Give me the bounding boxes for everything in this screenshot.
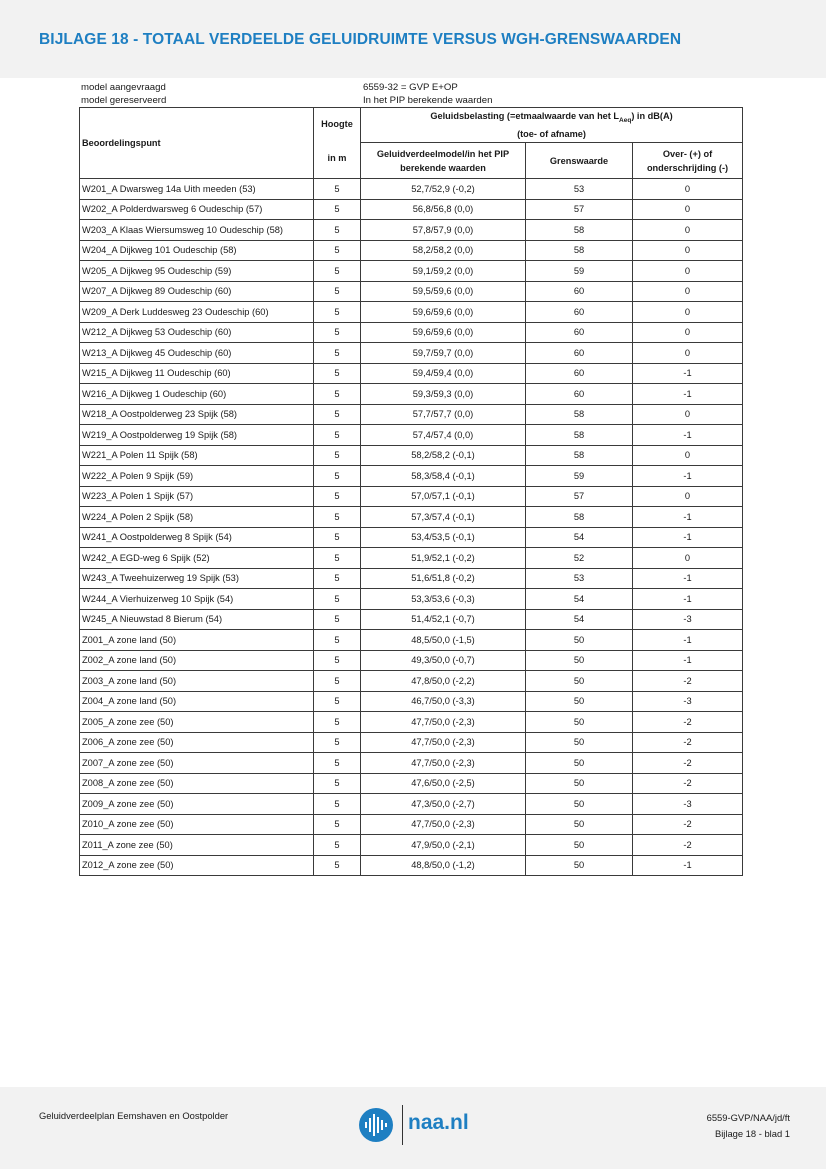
cell-height: 5 bbox=[314, 712, 361, 733]
cell-limit: 50 bbox=[526, 794, 633, 815]
table-row bbox=[80, 691, 743, 712]
cell-model-value: 47,7/50,0 (-2,3) bbox=[361, 732, 526, 753]
group-header-subscript: Aeq bbox=[619, 116, 632, 124]
cell-point: Z004_A zone land (50) bbox=[80, 691, 314, 712]
cell-limit: 60 bbox=[526, 302, 633, 323]
cell-height: 5 bbox=[314, 568, 361, 589]
cell-height: 5 bbox=[314, 773, 361, 794]
meta-label: model gereserveerd bbox=[81, 95, 167, 106]
table-row bbox=[80, 404, 743, 425]
col-header-limit: Grenswaarde bbox=[526, 143, 633, 179]
cell-model-value: 59,7/59,7 (0,0) bbox=[361, 343, 526, 364]
cell-limit: 50 bbox=[526, 671, 633, 692]
cell-height: 5 bbox=[314, 486, 361, 507]
cell-limit: 57 bbox=[526, 199, 633, 220]
cell-height: 5 bbox=[314, 199, 361, 220]
cell-height: 5 bbox=[314, 671, 361, 692]
group-header-text: Geluidsbelasting (=etmaalwaarde van het L bbox=[430, 110, 620, 121]
table-row bbox=[80, 363, 743, 384]
table-row bbox=[80, 507, 743, 528]
cell-exceedance: 0 bbox=[633, 548, 743, 569]
table-row bbox=[80, 220, 743, 241]
cell-model-value: 59,5/59,6 (0,0) bbox=[361, 281, 526, 302]
cell-exceedance: -3 bbox=[633, 609, 743, 630]
table-row bbox=[80, 609, 743, 630]
cell-height: 5 bbox=[314, 814, 361, 835]
cell-limit: 58 bbox=[526, 425, 633, 446]
cell-exceedance: -3 bbox=[633, 691, 743, 712]
cell-exceedance: -1 bbox=[633, 425, 743, 446]
table-row bbox=[80, 384, 743, 405]
cell-point: W204_A Dijkweg 101 Oudeschip (58) bbox=[80, 240, 314, 261]
cell-point: Z005_A zone zee (50) bbox=[80, 712, 314, 733]
cell-limit: 58 bbox=[526, 445, 633, 466]
cell-model-value: 59,1/59,2 (0,0) bbox=[361, 261, 526, 282]
logo-divider bbox=[402, 1105, 403, 1145]
table-row bbox=[80, 835, 743, 856]
cell-exceedance: 0 bbox=[633, 343, 743, 364]
cell-exceedance: 0 bbox=[633, 281, 743, 302]
cell-exceedance: 0 bbox=[633, 302, 743, 323]
cell-exceedance: -2 bbox=[633, 712, 743, 733]
table-row bbox=[80, 179, 743, 200]
cell-point: Z007_A zone zee (50) bbox=[80, 753, 314, 774]
col-header-exceedance: Over- (+) of onderschrijding (-) bbox=[633, 143, 743, 179]
table-row bbox=[80, 343, 743, 364]
cell-height: 5 bbox=[314, 691, 361, 712]
cell-limit: 58 bbox=[526, 220, 633, 241]
cell-height: 5 bbox=[314, 609, 361, 630]
cell-limit: 58 bbox=[526, 404, 633, 425]
cell-height: 5 bbox=[314, 363, 361, 384]
cell-model-value: 59,6/59,6 (0,0) bbox=[361, 322, 526, 343]
table-row bbox=[80, 568, 743, 589]
cell-height: 5 bbox=[314, 404, 361, 425]
cell-model-value: 57,3/57,4 (-0,1) bbox=[361, 507, 526, 528]
table-row bbox=[80, 322, 743, 343]
cell-model-value: 51,6/51,8 (-0,2) bbox=[361, 568, 526, 589]
cell-limit: 54 bbox=[526, 527, 633, 548]
col-header-height-unit: in m bbox=[327, 153, 347, 163]
cell-exceedance: -2 bbox=[633, 671, 743, 692]
table-row bbox=[80, 281, 743, 302]
table-row bbox=[80, 199, 743, 220]
table-body bbox=[80, 179, 743, 876]
cell-limit: 50 bbox=[526, 691, 633, 712]
cell-model-value: 47,7/50,0 (-2,3) bbox=[361, 712, 526, 733]
footer-ref-code: 6559-GVP/NAA/jd/ft bbox=[706, 1112, 790, 1123]
cell-model-value: 57,8/57,9 (0,0) bbox=[361, 220, 526, 241]
cell-point: W205_A Dijkweg 95 Oudeschip (59) bbox=[80, 261, 314, 282]
cell-limit: 50 bbox=[526, 712, 633, 733]
meta-label: model aangevraagd bbox=[81, 82, 166, 93]
cell-point: W215_A Dijkweg 11 Oudeschip (60) bbox=[80, 363, 314, 384]
cell-limit: 50 bbox=[526, 650, 633, 671]
meta-row-reserved bbox=[81, 94, 741, 107]
cell-model-value: 53,4/53,5 (-0,1) bbox=[361, 527, 526, 548]
cell-height: 5 bbox=[314, 835, 361, 856]
cell-model-value: 58,2/58,2 (-0,1) bbox=[361, 445, 526, 466]
cell-point: W201_A Dwarsweg 14a Uith meeden (53) bbox=[80, 179, 314, 200]
cell-model-value: 51,9/52,1 (-0,2) bbox=[361, 548, 526, 569]
cell-point: Z006_A zone zee (50) bbox=[80, 732, 314, 753]
cell-limit: 60 bbox=[526, 384, 633, 405]
cell-model-value: 47,6/50,0 (-2,5) bbox=[361, 773, 526, 794]
cell-height: 5 bbox=[314, 794, 361, 815]
cell-height: 5 bbox=[314, 589, 361, 610]
cell-height: 5 bbox=[314, 855, 361, 876]
cell-limit: 54 bbox=[526, 609, 633, 630]
cell-point: W213_A Dijkweg 45 Oudeschip (60) bbox=[80, 343, 314, 364]
footer-reference bbox=[707, 1110, 790, 1142]
cell-exceedance: 0 bbox=[633, 220, 743, 241]
cell-limit: 58 bbox=[526, 507, 633, 528]
footer-project-name: Geluidverdeelplan Eemshaven en Oostpolder bbox=[39, 1110, 229, 1121]
cell-model-value: 47,8/50,0 (-2,2) bbox=[361, 671, 526, 692]
cell-exceedance: -1 bbox=[633, 466, 743, 487]
cell-model-value: 52,7/52,9 (-0,2) bbox=[361, 179, 526, 200]
table-row bbox=[80, 486, 743, 507]
table-row bbox=[80, 589, 743, 610]
cell-point: Z012_A zone zee (50) bbox=[80, 855, 314, 876]
cell-exceedance: 0 bbox=[633, 445, 743, 466]
cell-point: W219_A Oostpolderweg 19 Spijk (58) bbox=[80, 425, 314, 446]
cell-limit: 50 bbox=[526, 835, 633, 856]
table-row bbox=[80, 425, 743, 446]
cell-exceedance: -2 bbox=[633, 814, 743, 835]
cell-point: W209_A Derk Luddesweg 23 Oudeschip (60) bbox=[80, 302, 314, 323]
cell-exceedance: 0 bbox=[633, 322, 743, 343]
cell-height: 5 bbox=[314, 281, 361, 302]
cell-exceedance: -1 bbox=[633, 384, 743, 405]
table-row bbox=[80, 794, 743, 815]
cell-exceedance: 0 bbox=[633, 486, 743, 507]
cell-model-value: 58,3/58,4 (-0,1) bbox=[361, 466, 526, 487]
table-row bbox=[80, 855, 743, 876]
col-header-point: Beoordelingspunt bbox=[80, 108, 314, 179]
cell-height: 5 bbox=[314, 507, 361, 528]
cell-model-value: 59,4/59,4 (0,0) bbox=[361, 363, 526, 384]
cell-exceedance: -2 bbox=[633, 835, 743, 856]
cell-exceedance: 0 bbox=[633, 179, 743, 200]
cell-model-value: 47,7/50,0 (-2,3) bbox=[361, 753, 526, 774]
cell-height: 5 bbox=[314, 732, 361, 753]
table-row bbox=[80, 630, 743, 651]
col-header-height bbox=[314, 108, 361, 179]
cell-height: 5 bbox=[314, 220, 361, 241]
cell-exceedance: -2 bbox=[633, 732, 743, 753]
cell-point: W242_A EGD-weg 6 Spijk (52) bbox=[80, 548, 314, 569]
cell-exceedance: -1 bbox=[633, 507, 743, 528]
cell-limit: 59 bbox=[526, 261, 633, 282]
cell-model-value: 49,3/50,0 (-0,7) bbox=[361, 650, 526, 671]
cell-height: 5 bbox=[314, 384, 361, 405]
cell-limit: 50 bbox=[526, 732, 633, 753]
table-row bbox=[80, 548, 743, 569]
cell-limit: 57 bbox=[526, 486, 633, 507]
cell-model-value: 56,8/56,8 (0,0) bbox=[361, 199, 526, 220]
table-row bbox=[80, 671, 743, 692]
model-info bbox=[81, 81, 741, 107]
cell-height: 5 bbox=[314, 343, 361, 364]
cell-exceedance: 0 bbox=[633, 261, 743, 282]
cell-model-value: 47,7/50,0 (-2,3) bbox=[361, 814, 526, 835]
table-row bbox=[80, 773, 743, 794]
cell-point: Z010_A zone zee (50) bbox=[80, 814, 314, 835]
cell-exceedance: -2 bbox=[633, 773, 743, 794]
cell-model-value: 58,2/58,2 (0,0) bbox=[361, 240, 526, 261]
cell-height: 5 bbox=[314, 322, 361, 343]
cell-limit: 50 bbox=[526, 630, 633, 651]
cell-exceedance: -1 bbox=[633, 363, 743, 384]
table-row bbox=[80, 466, 743, 487]
cell-limit: 53 bbox=[526, 568, 633, 589]
cell-model-value: 48,5/50,0 (-1,5) bbox=[361, 630, 526, 651]
cell-point: W203_A Klaas Wiersumsweg 10 Oudeschip (58) bbox=[80, 220, 314, 241]
cell-model-value: 57,0/57,1 (-0,1) bbox=[361, 486, 526, 507]
cell-model-value: 47,9/50,0 (-2,1) bbox=[361, 835, 526, 856]
cell-point: Z008_A zone zee (50) bbox=[80, 773, 314, 794]
cell-model-value: 57,4/57,4 (0,0) bbox=[361, 425, 526, 446]
cell-model-value: 59,3/59,3 (0,0) bbox=[361, 384, 526, 405]
cell-exceedance: -1 bbox=[633, 855, 743, 876]
cell-limit: 50 bbox=[526, 855, 633, 876]
naa-logo bbox=[357, 1105, 477, 1145]
cell-height: 5 bbox=[314, 179, 361, 200]
page-title: BIJLAGE 18 - TOTAAL VERDEELDE GELUIDRUIMTE VERSUS WGH-GRENSWAARDEN bbox=[39, 31, 682, 48]
cell-point: W224_A Polen 2 Spijk (58) bbox=[80, 507, 314, 528]
cell-height: 5 bbox=[314, 261, 361, 282]
cell-limit: 50 bbox=[526, 773, 633, 794]
cell-point: W241_A Oostpolderweg 8 Spijk (54) bbox=[80, 527, 314, 548]
cell-exceedance: -1 bbox=[633, 568, 743, 589]
group-header-line2: (toe- of afname) bbox=[517, 129, 586, 140]
cell-model-value: 47,3/50,0 (-2,7) bbox=[361, 794, 526, 815]
cell-exceedance: 0 bbox=[633, 240, 743, 261]
cell-model-value: 59,6/59,6 (0,0) bbox=[361, 302, 526, 323]
cell-height: 5 bbox=[314, 466, 361, 487]
cell-exceedance: -2 bbox=[633, 753, 743, 774]
cell-height: 5 bbox=[314, 240, 361, 261]
cell-limit: 60 bbox=[526, 363, 633, 384]
cell-height: 5 bbox=[314, 650, 361, 671]
cell-limit: 50 bbox=[526, 814, 633, 835]
cell-model-value: 51,4/52,1 (-0,7) bbox=[361, 609, 526, 630]
cell-height: 5 bbox=[314, 548, 361, 569]
cell-height: 5 bbox=[314, 630, 361, 651]
cell-limit: 50 bbox=[526, 753, 633, 774]
cell-exceedance: 0 bbox=[633, 199, 743, 220]
table-row bbox=[80, 445, 743, 466]
table-row bbox=[80, 261, 743, 282]
cell-point: Z011_A zone zee (50) bbox=[80, 835, 314, 856]
cell-point: Z002_A zone land (50) bbox=[80, 650, 314, 671]
cell-height: 5 bbox=[314, 302, 361, 323]
cell-limit: 60 bbox=[526, 343, 633, 364]
table-row bbox=[80, 814, 743, 835]
cell-point: W223_A Polen 1 Spijk (57) bbox=[80, 486, 314, 507]
noise-table bbox=[79, 107, 743, 876]
cell-exceedance: 0 bbox=[633, 404, 743, 425]
col-header-noise-group bbox=[361, 108, 743, 143]
cell-point: W202_A Polderdwarsweg 6 Oudeschip (57) bbox=[80, 199, 314, 220]
cell-point: Z003_A zone land (50) bbox=[80, 671, 314, 692]
meta-row-requested bbox=[81, 81, 741, 94]
cell-limit: 54 bbox=[526, 589, 633, 610]
cell-limit: 58 bbox=[526, 240, 633, 261]
cell-point: W222_A Polen 9 Spijk (59) bbox=[80, 466, 314, 487]
sound-wave-icon bbox=[357, 1107, 395, 1143]
cell-model-value: 48,8/50,0 (-1,2) bbox=[361, 855, 526, 876]
cell-exceedance: -1 bbox=[633, 630, 743, 651]
cell-model-value: 46,7/50,0 (-3,3) bbox=[361, 691, 526, 712]
cell-limit: 52 bbox=[526, 548, 633, 569]
cell-height: 5 bbox=[314, 445, 361, 466]
cell-height: 5 bbox=[314, 425, 361, 446]
table-row bbox=[80, 302, 743, 323]
cell-point: W207_A Dijkweg 89 Oudeschip (60) bbox=[80, 281, 314, 302]
meta-value: 6559-32 = GVP E+OP bbox=[363, 82, 458, 93]
cell-limit: 60 bbox=[526, 322, 633, 343]
cell-point: W243_A Tweehuizerweg 19 Spijk (53) bbox=[80, 568, 314, 589]
cell-exceedance: -1 bbox=[633, 589, 743, 610]
cell-exceedance: -3 bbox=[633, 794, 743, 815]
cell-point: W212_A Dijkweg 53 Oudeschip (60) bbox=[80, 322, 314, 343]
table-row bbox=[80, 240, 743, 261]
table-row bbox=[80, 527, 743, 548]
cell-limit: 60 bbox=[526, 281, 633, 302]
table-row bbox=[80, 732, 743, 753]
cell-limit: 53 bbox=[526, 179, 633, 200]
cell-model-value: 57,7/57,7 (0,0) bbox=[361, 404, 526, 425]
meta-value: In het PIP berekende waarden bbox=[363, 95, 493, 106]
cell-exceedance: -1 bbox=[633, 527, 743, 548]
cell-point: Z009_A zone zee (50) bbox=[80, 794, 314, 815]
cell-point: W218_A Oostpolderweg 23 Spijk (58) bbox=[80, 404, 314, 425]
cell-point: W216_A Dijkweg 1 Oudeschip (60) bbox=[80, 384, 314, 405]
cell-point: Z001_A zone land (50) bbox=[80, 630, 314, 651]
cell-model-value: 53,3/53,6 (-0,3) bbox=[361, 589, 526, 610]
cell-exceedance: -1 bbox=[633, 650, 743, 671]
cell-point: W244_A Vierhuizerweg 10 Spijk (54) bbox=[80, 589, 314, 610]
col-header-model: Geluidverdeelmodel/in het PIP berekende waarden bbox=[361, 143, 526, 179]
footer-page-number: Bijlage 18 - blad 1 bbox=[714, 1128, 790, 1139]
table-row bbox=[80, 712, 743, 733]
col-header-height-label: Hoogte bbox=[321, 119, 353, 129]
cell-point: W221_A Polen 11 Spijk (58) bbox=[80, 445, 314, 466]
cell-limit: 59 bbox=[526, 466, 633, 487]
logo-text: naa.nl bbox=[408, 1111, 469, 1134]
cell-point: W245_A Nieuwstad 8 Bierum (54) bbox=[80, 609, 314, 630]
table-row bbox=[80, 650, 743, 671]
cell-height: 5 bbox=[314, 753, 361, 774]
group-header-end: ) in dB(A) bbox=[631, 110, 673, 121]
table-row bbox=[80, 753, 743, 774]
cell-height: 5 bbox=[314, 527, 361, 548]
